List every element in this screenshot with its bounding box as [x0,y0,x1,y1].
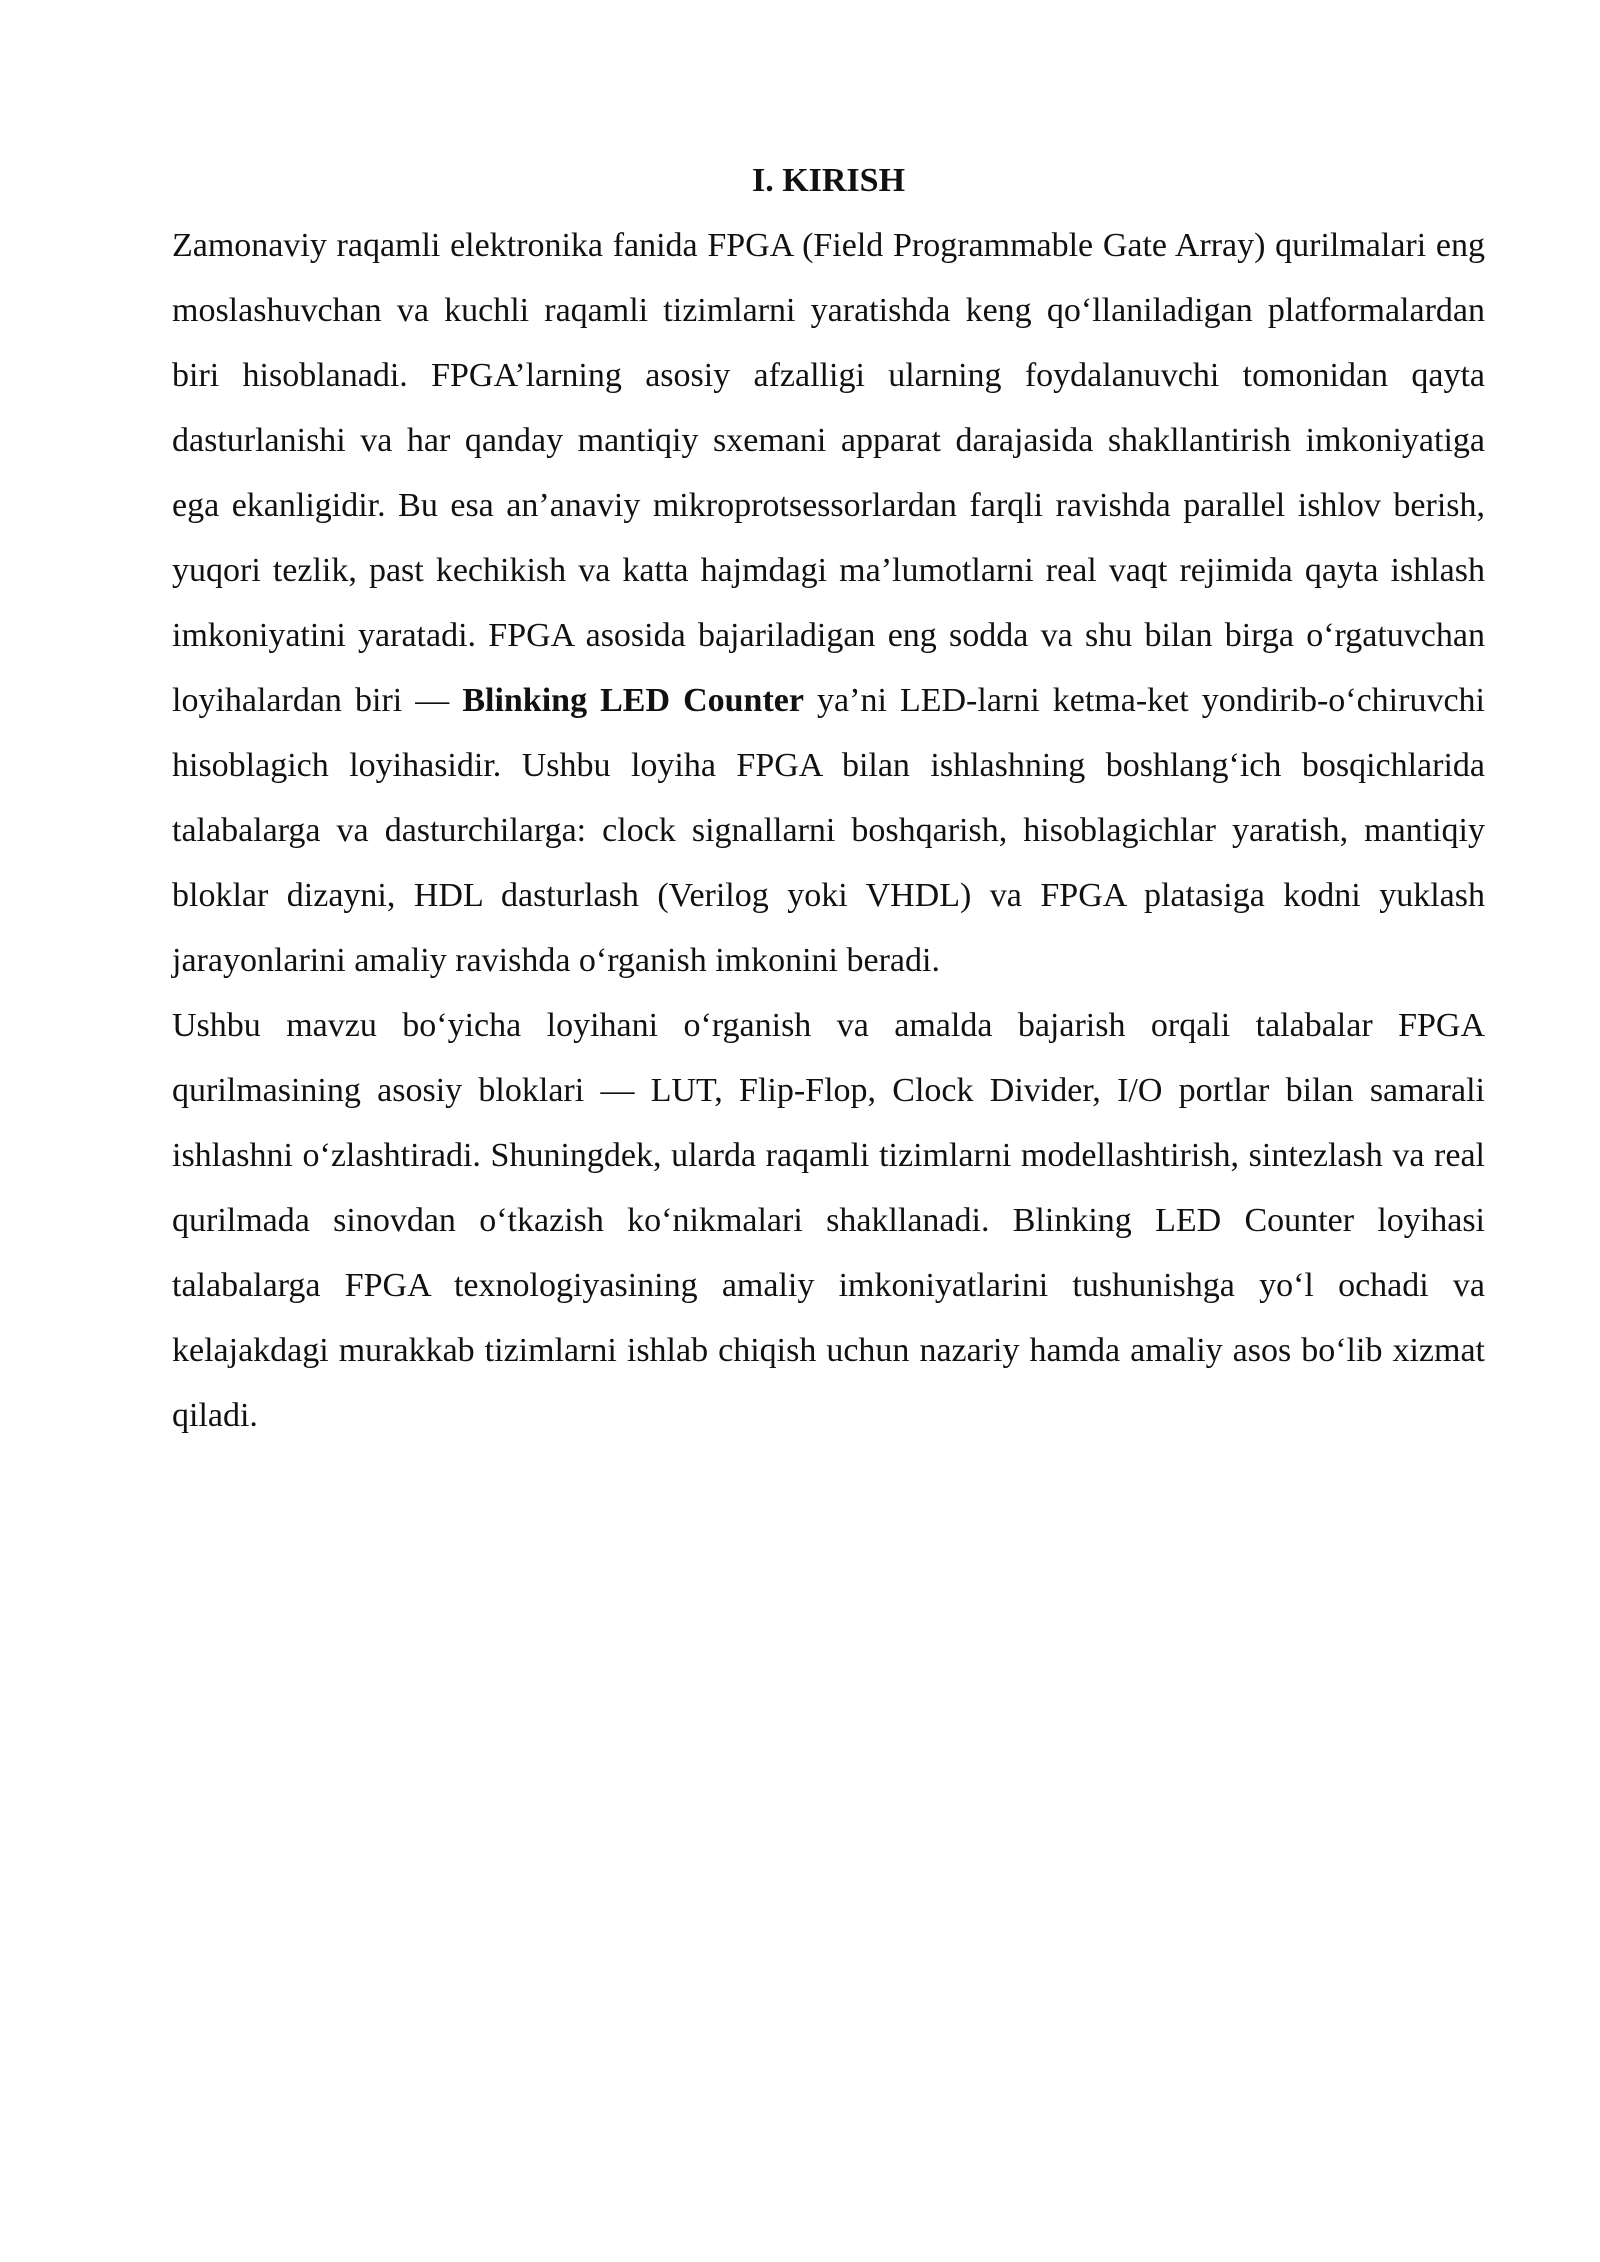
document-body [172,148,1485,1448]
project-name-bold: Blinking LED Counter [462,682,804,719]
paragraph-intro-text-2: ya’ni LED-larni ketma-ket yondirib-o‘chiruvchi hisoblagich loyihasidir. Ushbu loyiha FPGA bilan ishlashning boshlang‘ich bosqichlarida talabalarga va dasturchilarga: clock signallarni boshqarish, hisoblagichlar yaratish, mantiqiy bloklar dizayni, HDL dasturlash (Verilog yoki VHDL) va FPGA platasiga kodni yuklash jarayonlarini amaliy ravishda o‘rganish imkonini beradi. [172,682,1485,979]
paragraph-learning: Ushbu mavzu bo‘yicha loyihani o‘rganish va amalda bajarish orqali talabalar FPGA qurilmasining asosiy bloklari — LUT, Flip-Flop, Clock Divider, I/O portlar bilan samarali ishlashni o‘zlashtiradi. Shuningdek, ularda raqamli tizimlarni modellashtirish, sintezlash va real qurilmada sinovdan o‘tkazish ko‘nikmalari shakllanadi. Blinking LED Counter loyihasi talabalarga FPGA texnologiyasining amaliy imkoniyatlarini tushunishga yo‘l ochadi va kelajakdagi murakkab tizimlarni ishlab chiqish uchun nazariy hamda amaliy asos bo‘lib xizmat qiladi. [172,1007,1485,1434]
paragraph-intro-text-1: Zamonaviy raqamli elektronika fanida FPGA (Field Programmable Gate Array) qurilmalari eng moslashuvchan va kuchli raqamli tizimlarni yaratishda keng qo‘llaniladigan platformalardan biri hisoblanadi. FPGA’larning asosiy afzalligi ularning foydalanuvchi tomonidan qayta dasturlanishi va har qanday mantiqiy sxemani apparat darajasida shakllantirish imkoniyatiga ega ekanligidir. Bu esa an’anaviy mikroprotsessorlardan farqli ravishda parallel ishlov berish, yuqori tezlik, past kechikish va katta hajmdagi ma’lumotlarni real vaqt rejimida qayta ishlash imkoniyatini yaratadi. FPGA asosida bajariladigan eng sodda va shu bilan birga o‘rgatuvchan loyihalardan biri — [172,227,1485,719]
paragraph-intro [172,213,1485,993]
section-title: I. KIRISH [751,162,906,199]
